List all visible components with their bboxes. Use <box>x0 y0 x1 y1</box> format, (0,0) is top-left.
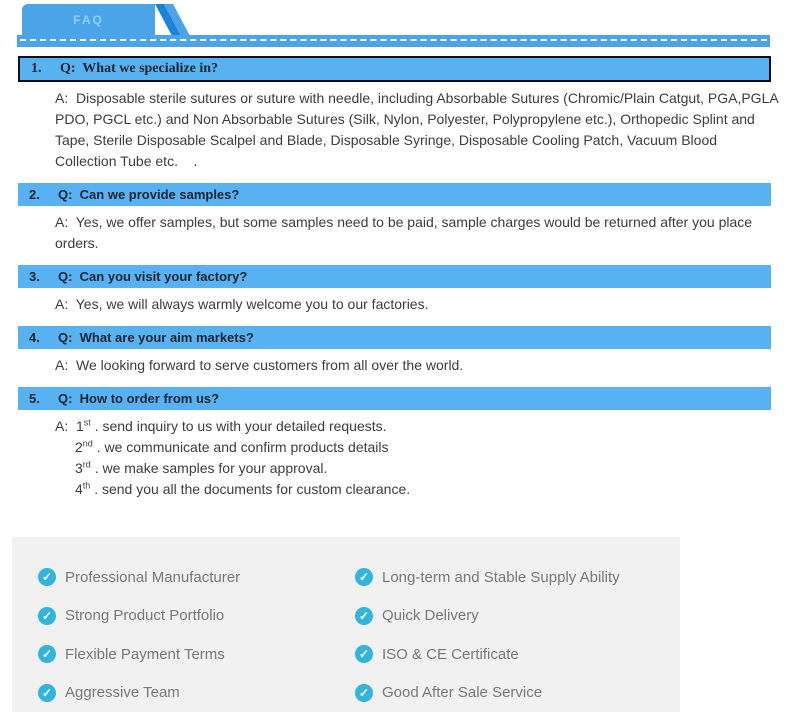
check-icon: ✓ <box>355 607 373 625</box>
feature-item <box>38 558 355 597</box>
faq-item <box>0 387 787 502</box>
feature-label: ISO & CE Certificate <box>382 645 519 663</box>
faq-tab-label: FAQ <box>73 12 104 27</box>
faq-answer-line: 3rd . we make samples for your approval. <box>75 459 328 476</box>
feature-label: Long-term and Stable Supply Ability <box>382 568 620 586</box>
feature-item <box>355 635 620 674</box>
faq-item <box>0 183 787 256</box>
faq-answer <box>55 410 787 502</box>
faq-question-number: 5. <box>29 391 40 406</box>
faq-item <box>0 265 787 317</box>
faq-question-number: 4. <box>29 330 40 345</box>
ordinal-suffix: rd <box>82 459 91 470</box>
faq-answer-line: Tape, Sterile Disposable Scalpel and Blade, Disposable Syringe, Disposable Cooling Patch, Vacuum Blood <box>55 132 718 148</box>
feature-item <box>38 597 355 636</box>
faq-question-text: Q: Can you visit your factory? <box>58 269 248 284</box>
faq-question-text: Q: What we specialize in? <box>60 61 219 76</box>
faq-answer-line: A: We looking forward to serve customers from all over the world. <box>55 357 464 373</box>
feature-label: Good After Sale Service <box>382 684 543 702</box>
check-icon: ✓ <box>38 684 56 702</box>
ordinal-suffix: nd <box>82 438 93 449</box>
check-icon: ✓ <box>38 645 56 663</box>
faq-answer-line: A: Yes, we will always warmly welcome you to our factories. <box>55 296 429 312</box>
faq-question-bar <box>18 326 771 349</box>
faq-answer-line: A: 1st . send inquiry to us with your detailed requests. <box>55 417 387 434</box>
check-icon: ✓ <box>38 607 56 625</box>
feature-item <box>38 635 355 674</box>
features-box <box>12 537 680 712</box>
faq-answer <box>55 288 787 317</box>
ordinal-suffix: st <box>83 417 91 428</box>
faq-question-bar <box>18 56 771 82</box>
feature-label: Flexible Payment Terms <box>65 645 225 663</box>
dashed-divider <box>17 35 770 47</box>
feature-label: Strong Product Portfolio <box>65 607 225 625</box>
faq-header <box>0 0 787 47</box>
faq-question-number: 1. <box>31 61 42 76</box>
faq-answer-line: 4th . send you all the documents for custom clearance. <box>75 480 411 497</box>
feature-item <box>355 674 620 712</box>
faq-answer-line: orders. <box>55 235 99 251</box>
check-icon: ✓ <box>38 568 56 586</box>
feature-item <box>355 558 620 597</box>
faq-answer-line: A: Yes, we offer samples, but some samples need to be paid, sample charges would be returned after you place <box>55 214 753 230</box>
check-icon: ✓ <box>355 568 373 586</box>
faq-answer-line: PDO, PGCL etc.) and Non Absorbable Sutures (Silk, Nylon, Polyester, Polypropylene etc.), Orthopedic Splint and <box>55 111 755 127</box>
faq-question-bar <box>18 265 771 288</box>
feature-item <box>355 597 620 636</box>
feature-label: Quick Delivery <box>382 607 479 625</box>
feature-label: Aggressive Team <box>65 684 180 702</box>
faq-tab[interactable] <box>22 4 155 35</box>
faq-item <box>0 326 787 378</box>
faq-answer-line: Collection Tube etc. . <box>55 153 198 169</box>
faq-question-bar <box>18 183 771 206</box>
features-column-right <box>355 558 620 712</box>
faq-answer-line: 2nd . we communicate and confirm products details <box>75 438 389 455</box>
faq-answer <box>55 349 787 378</box>
faq-list <box>0 56 787 502</box>
features-column-left <box>38 558 355 712</box>
feature-label: Professional Manufacturer <box>65 568 241 586</box>
faq-answer <box>55 206 787 256</box>
faq-answer-line: A: Disposable sterile sutures or suture with needle, including Absorbable Sutures (Chromic/Plain Catgut, PGA,PGLA <box>55 90 779 106</box>
faq-question-bar <box>18 387 771 410</box>
faq-item <box>0 56 787 174</box>
faq-question-text: Q: Can we provide samples? <box>58 187 240 202</box>
ordinal-suffix: th <box>82 480 91 491</box>
faq-answer <box>55 82 787 174</box>
check-icon: ✓ <box>355 684 373 702</box>
faq-question-number: 2. <box>29 187 40 202</box>
faq-question-number: 3. <box>29 269 40 284</box>
feature-item <box>38 674 355 712</box>
faq-question-text: Q: What are your aim markets? <box>58 330 254 345</box>
faq-question-text: Q: How to order from us? <box>58 391 220 406</box>
check-icon: ✓ <box>355 645 373 663</box>
